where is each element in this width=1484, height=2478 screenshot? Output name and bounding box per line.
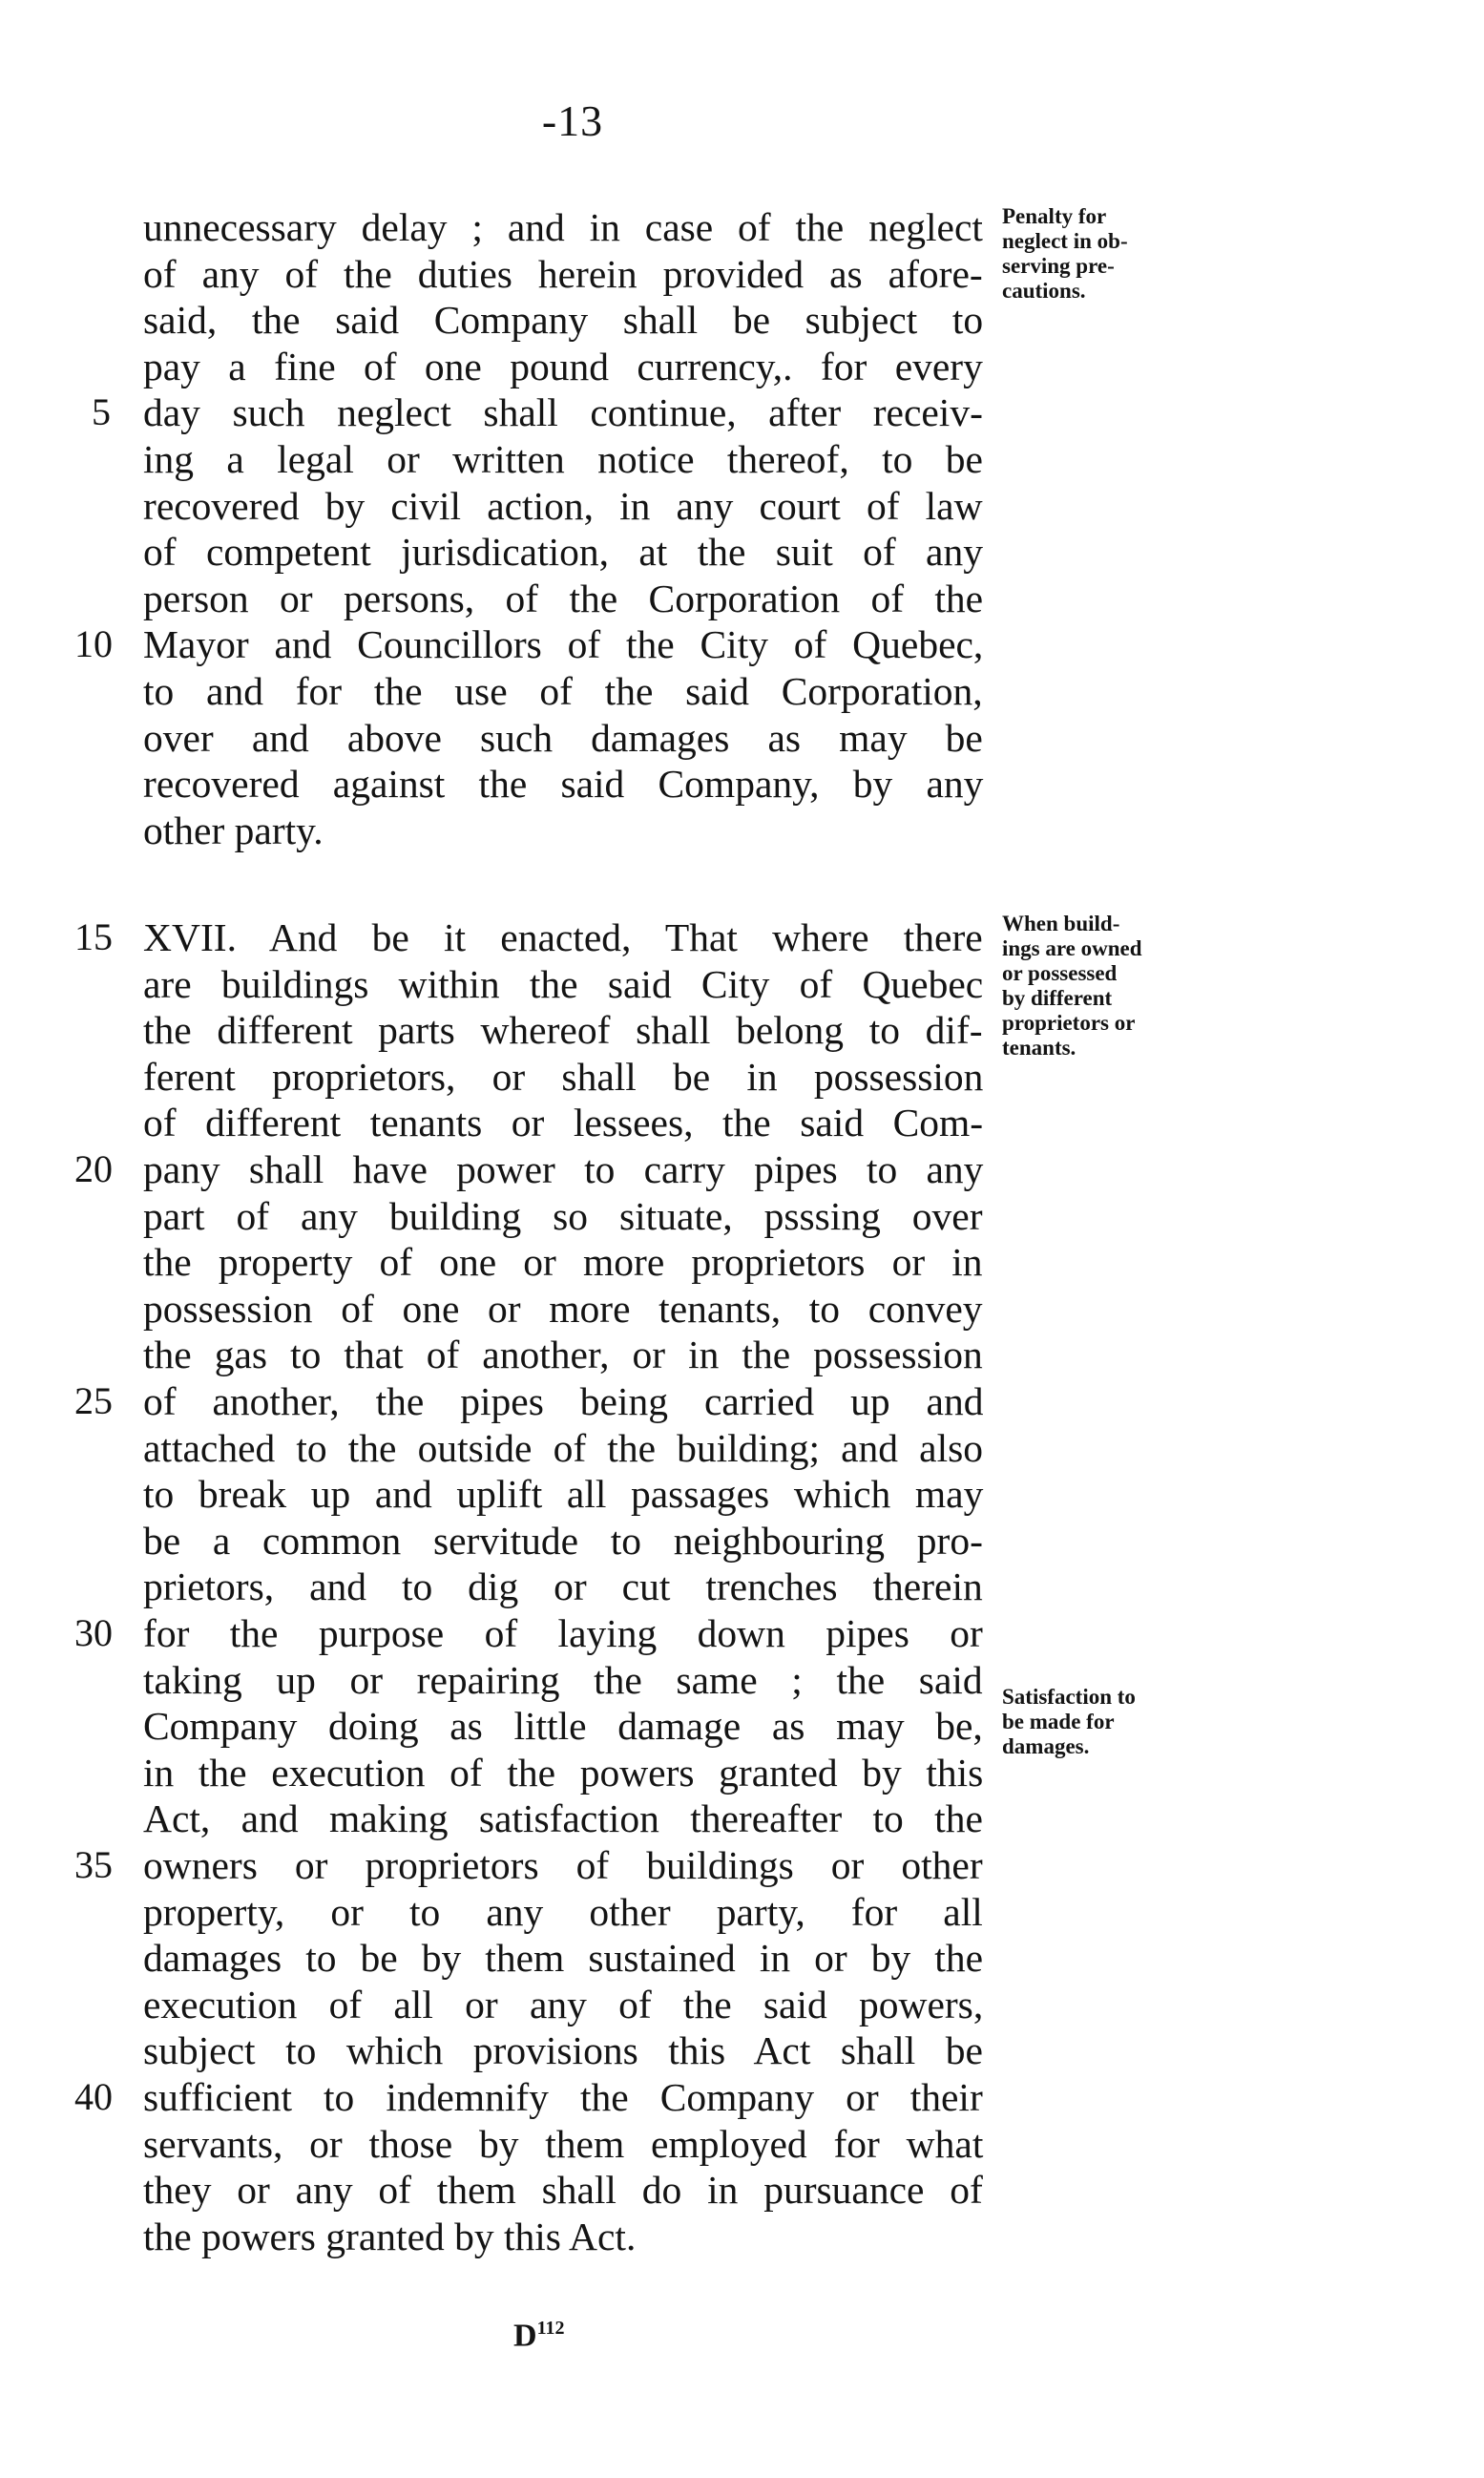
text-line: Act, and making satisfaction thereafter to the <box>143 1796 983 1841</box>
text-line: day such neglect shall continue, after receiv- <box>143 390 983 435</box>
text-line: Mayor and Councillors of the City of Quebec, <box>143 622 984 667</box>
margin-note-line: by different <box>1002 986 1113 1010</box>
line-number: 5 <box>92 390 111 434</box>
line-number: 10 <box>74 622 113 666</box>
text-line: person or persons, of the Corporation of the <box>143 576 984 620</box>
text-line: of different tenants or lessees, the said Com- <box>143 1101 984 1145</box>
text-line: the gas to that of another, or in the possession <box>143 1333 983 1377</box>
text-line: other party. <box>143 808 324 852</box>
text-line: the property of one or more proprietors or in <box>143 1240 983 1285</box>
signature-letter: D <box>513 2318 537 2354</box>
text-line: ing a legal or written notice thereof, to be <box>143 437 983 481</box>
margin-note-line: ings are owned <box>1002 936 1142 960</box>
margin-note-line: tenants. <box>1002 1036 1076 1060</box>
text-line: the powers granted by this Act. <box>143 2214 637 2258</box>
text-line: taking up or repairing the same ; the said <box>143 1657 983 1702</box>
text-line: owners or proprietors of buildings or other <box>143 1843 983 1887</box>
text-line: in the execution of the powers granted by this <box>143 1750 984 1795</box>
text-line: unnecessary delay ; and in case of the neglect <box>143 205 983 249</box>
margin-note-line: damages. <box>1002 1734 1090 1758</box>
signature-number: 112 <box>536 2318 565 2339</box>
text-line: to and for the use of the said Corporation, <box>143 669 983 713</box>
margin-note-line: Penalty for <box>1002 204 1107 228</box>
margin-note-line: proprietors or <box>1002 1011 1136 1035</box>
margin-note-line: or possessed <box>1002 961 1118 985</box>
line-number: 20 <box>74 1147 113 1190</box>
text-line: for the purpose of laying down pipes or <box>143 1611 983 1655</box>
text-line: recovered against the said Company, by any <box>143 762 984 807</box>
margin-note-line: neglect in ob- <box>1002 229 1128 253</box>
line-number: 40 <box>74 2075 113 2118</box>
line-number: 25 <box>74 1379 113 1422</box>
text-line: said, the said Company shall be subject to <box>143 298 984 343</box>
text-line: the different parts whereof shall belong to dif- <box>143 1008 983 1053</box>
text-line: pany shall have power to carry pipes to any <box>143 1147 984 1191</box>
text-line: recovered by civil action, in any court of law <box>143 483 983 528</box>
margin-note-line: serving pre- <box>1002 254 1115 278</box>
text-line: XVII. And be it enacted, That where there <box>143 915 983 959</box>
text-line: servants, or those by them employed for what <box>143 2121 984 2166</box>
text-line: subject to which provisions this Act shall be <box>143 2028 983 2073</box>
text-line: execution of all or any of the said powers, <box>143 1982 984 2026</box>
text-line: possession of one or more tenants, to convey <box>143 1286 983 1331</box>
text-line: to break up and uplift all passages which may <box>143 1472 984 1517</box>
line-number: 15 <box>74 915 113 958</box>
line-number: 30 <box>74 1611 113 1654</box>
text-line: ferent proprietors, or shall be in possession <box>143 1054 984 1099</box>
text-line: over and above such damages as may be <box>143 715 983 760</box>
text-line: of another, the pipes being carried up and <box>143 1379 984 1423</box>
margin-note-line: When build- <box>1002 912 1120 935</box>
line-number: 35 <box>74 1843 113 1886</box>
text-line: are buildings within the said City of Quebec <box>143 961 984 1006</box>
text-line: Company doing as little damage as may be, <box>143 1704 983 1749</box>
text-line: be a common servitude to neighbouring pro- <box>143 1518 983 1563</box>
text-line: damages to be by them sustained in or by the <box>143 1936 983 1981</box>
signature-mark <box>513 2318 564 2354</box>
margin-note-line: cautions. <box>1002 279 1086 303</box>
text-line: property, or to any other party, for all <box>143 1889 983 1934</box>
text-line: part of any building so situate, psssing over <box>143 1193 983 1238</box>
margin-note-line: be made for <box>1002 1710 1115 1733</box>
text-line: pay a fine of one pound currency,. for every <box>143 344 983 388</box>
text-line: prietors, and to dig or cut trenches therein <box>143 1564 983 1609</box>
text-line: sufficient to indemnify the Company or their <box>143 2075 983 2119</box>
text-line: attached to the outside of the building; and also <box>143 1425 984 1470</box>
margin-note-line: Satisfaction to <box>1002 1685 1136 1709</box>
page-number: -13 <box>541 96 604 145</box>
text-line: of competent jurisdication, at the suit of any <box>143 530 983 575</box>
text-line: they or any of them shall do in pursuance of <box>143 2168 983 2213</box>
text-line: of any of the duties herein provided as afore- <box>143 251 983 296</box>
